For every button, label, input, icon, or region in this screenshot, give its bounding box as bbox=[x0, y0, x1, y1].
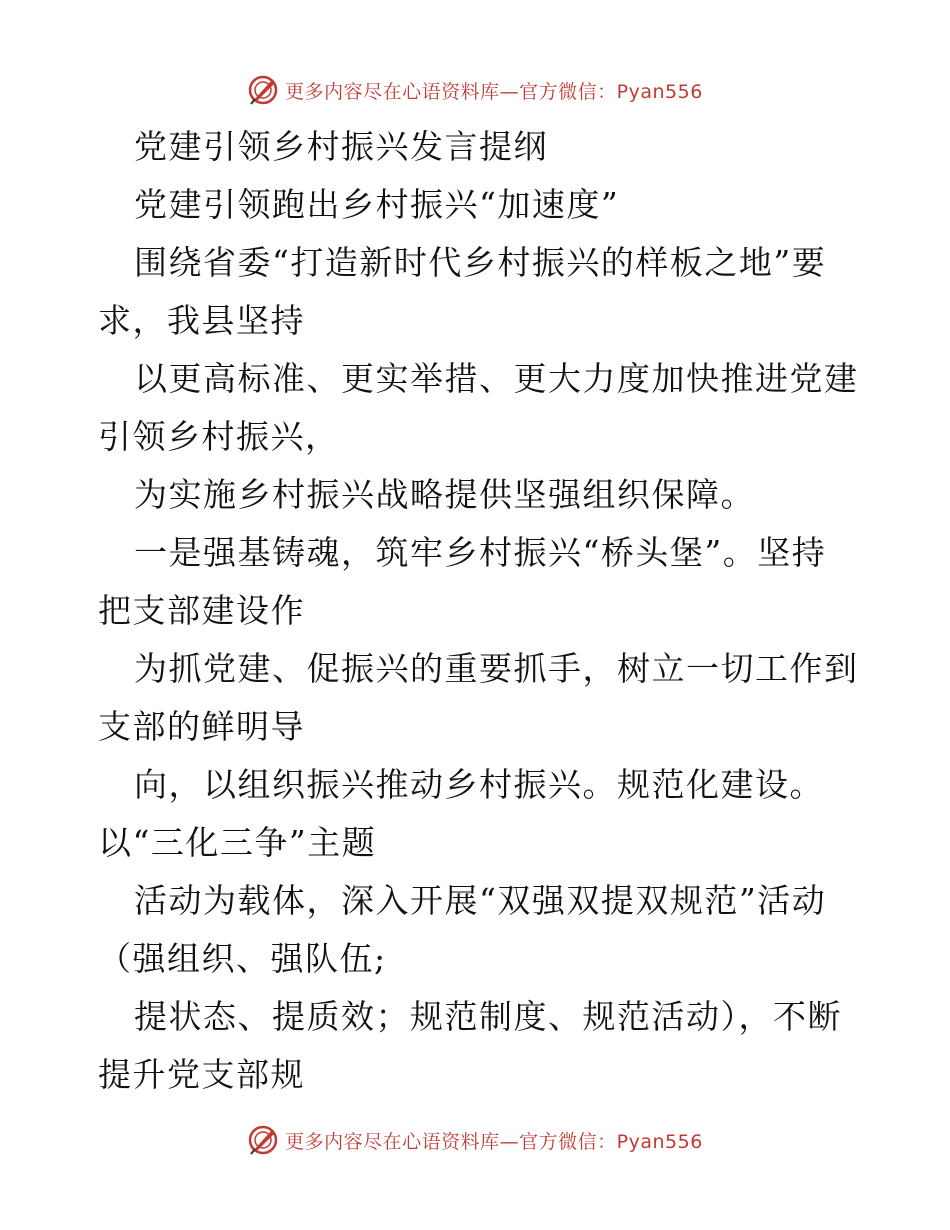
text-line: 为抓党建、促振兴的重要抓手，树立一切工作到 bbox=[134, 649, 859, 688]
text-line: （强组织、强队伍; bbox=[98, 939, 387, 978]
text-line: 提升党支部规 bbox=[98, 1055, 305, 1094]
text-line: 求，我县坚持 bbox=[98, 301, 305, 340]
text-line: 党建引领跑出乡村振兴“加速度” bbox=[134, 185, 620, 224]
header-banner-text: 更多内容尽在心语资料库—官方微信：Pyan556 bbox=[285, 80, 703, 103]
footer-banner bbox=[0, 1122, 950, 1158]
text-line: 向，以组织振兴推动乡村振兴。规范化建设。 bbox=[134, 765, 824, 804]
text-line: 引领乡村振兴， bbox=[98, 417, 340, 456]
text-line: 提状态、提质效；规范制度、规范活动），不断 bbox=[134, 997, 842, 1036]
text-line: 活动为载体，深入开展“双强双提双规范”活动 bbox=[134, 881, 827, 920]
text-line: 支部的鲜明导 bbox=[98, 707, 305, 746]
text-line: 党建引领乡村振兴发言提纲 bbox=[134, 127, 548, 166]
quill-logo-icon bbox=[247, 1124, 279, 1156]
footer-banner-text: 更多内容尽在心语资料库—官方微信：Pyan556 bbox=[285, 1130, 703, 1153]
text-line: 为实施乡村振兴战略提供坚强组织保障。 bbox=[134, 475, 755, 514]
document-body bbox=[98, 118, 858, 1104]
text-line: 一是强基铸魂，筑牢乡村振兴“桥头堡”。坚持 bbox=[134, 533, 827, 572]
text-line: 以“三化三争”主题 bbox=[98, 823, 377, 862]
header-banner bbox=[0, 72, 950, 108]
text-line: 把支部建设作 bbox=[98, 591, 305, 630]
text-line: 以更高标准、更实举措、更大力度加快推进党建 bbox=[134, 359, 859, 398]
text-line: 围绕省委“打造新时代乡村振兴的样板之地”要 bbox=[134, 243, 827, 282]
quill-logo-icon bbox=[247, 74, 279, 106]
